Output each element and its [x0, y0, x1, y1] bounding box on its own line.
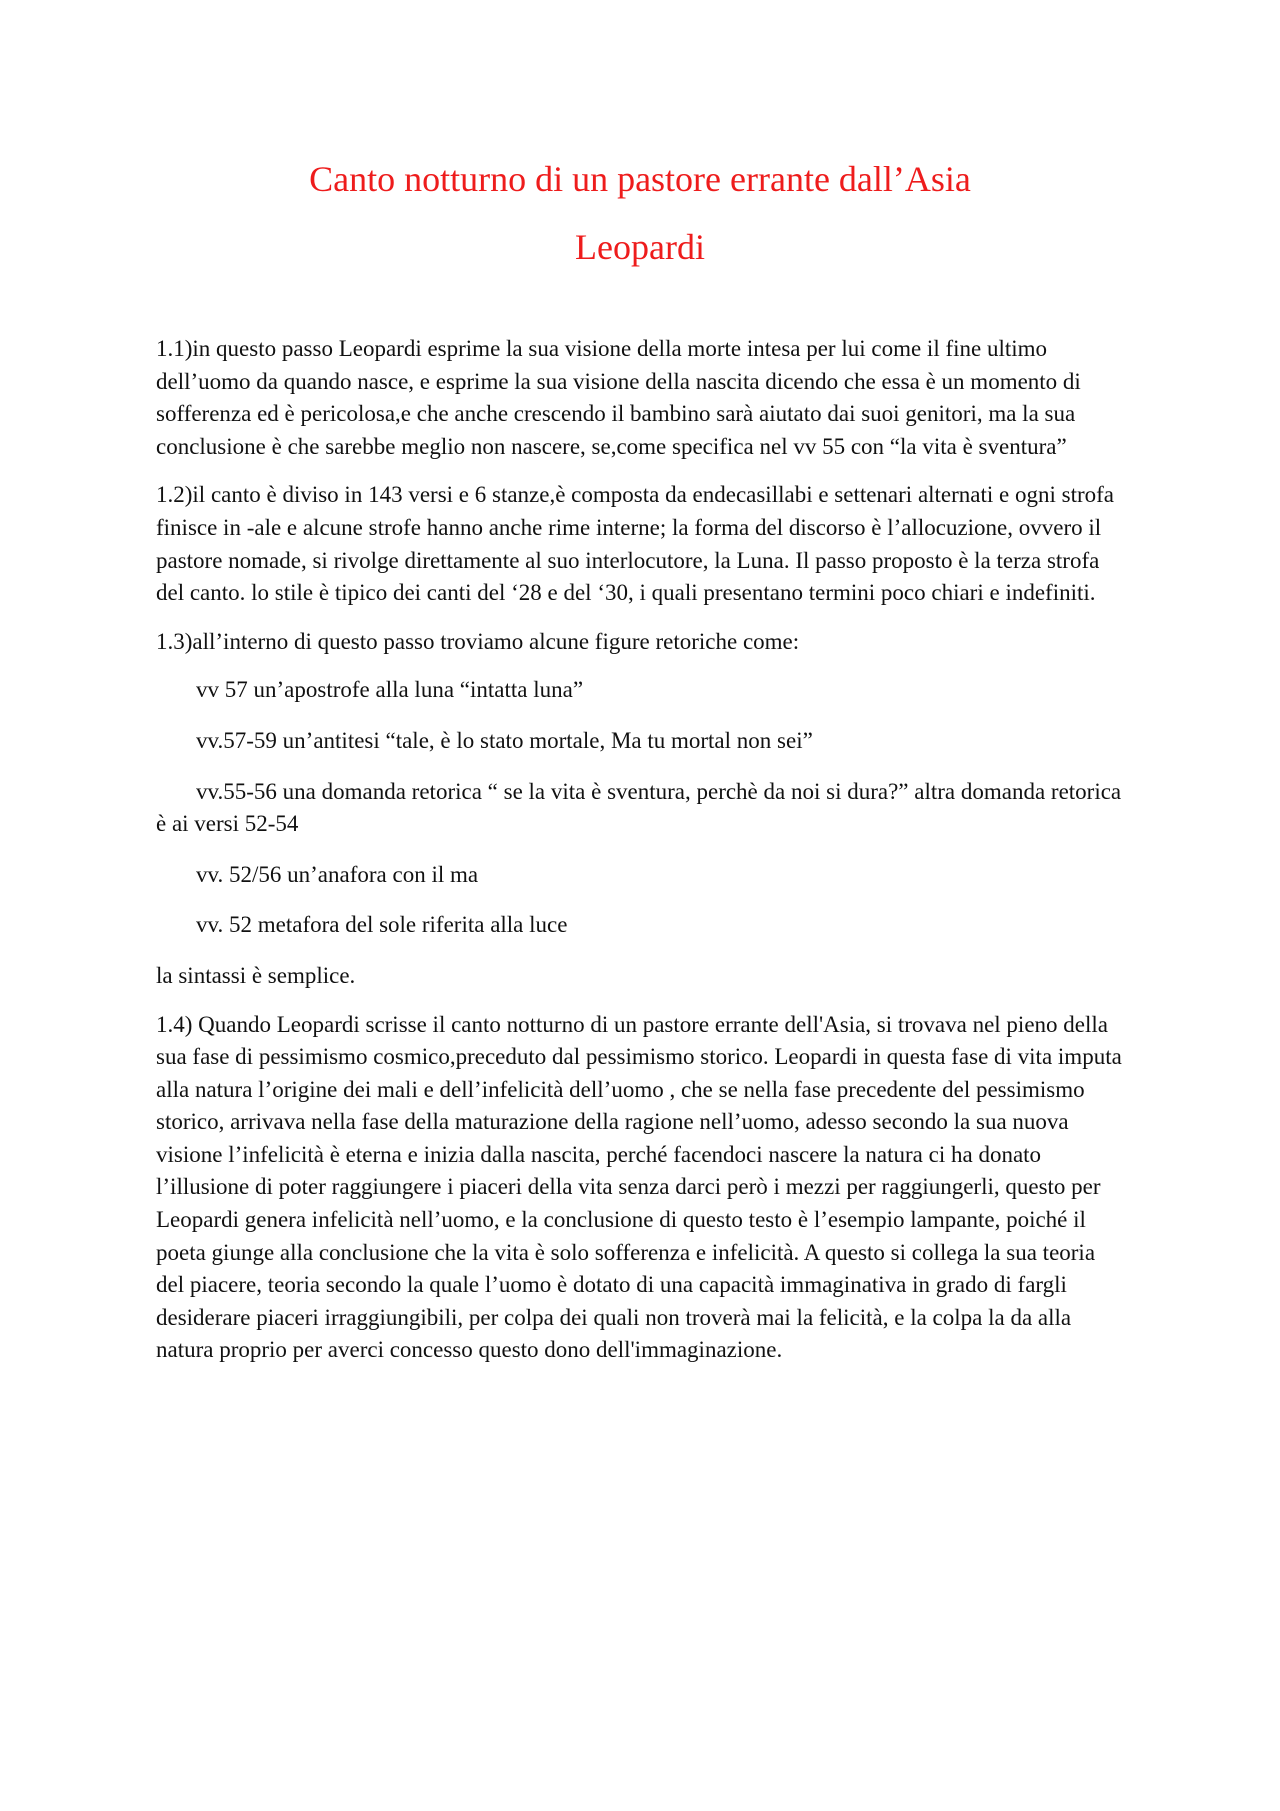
paragraph-1-1: 1.1)in questo passo Leopardi esprime la sua visione della morte intesa per lui come il fine ultimo dell’uomo da quando nasce, e esprime la sua visione della nascita dicendo che essa è un momento di sofferenza ed è pericolosa,e che anche crescendo il bambino sarà aiutato dai suoi genitori, ma la sua conclusione è che sarebbe meglio non nascere, se,come specifica nel vv 55 con “la vita è sventura”: [156, 336, 1081, 459]
figure-apostrophe: vv 57 un’apostrofe alla luna “intatta luna”: [196, 677, 584, 703]
paragraph-1-2: 1.2)il canto è diviso in 143 versi e 6 stanze,è composta da endecasillabi e settenari alternati e ogni strofa finisce in -ale e alcune strofe hanno anche rime interne; la forma del discorso è l’allocuzione, ovvero il pastore nomade, si rivolge direttamente al suo interlocutore, la Luna. Il passo proposto è la terza strofa del canto. lo stile è tipico dei canti del ‘28 e del ‘30, i quali presentano termini poco chiari e indefiniti.: [156, 482, 1115, 606]
document-title: Canto notturno di un pastore errante dall’Asia: [309, 159, 971, 199]
document-body: [156, 333, 1124, 1383]
document-author: Leopardi: [575, 227, 705, 267]
paragraph-1-3: 1.3)all’interno di questo passo troviamo alcune figure retoriche come:: [156, 628, 800, 654]
paragraph-1-4: 1.4) Quando Leopardi scrisse il canto notturno di un pastore errante dell'Asia, si trovava nel pieno della sua fase di pessimismo cosmico,preceduto dal pessimismo storico. Leopardi in questa fase di vita imputa alla natura l’origine dei mali e dell’infelicità dell’uomo , che se nella fase precedente del pessimismo storico, arrivava nella fase della maturazione della ragione nell’uomo, adesso secondo la sua nuova visione l’infelicità è eterna e inizia dalla nascita, perché facendoci nascere la natura ci ha donato l’illusione di poter raggiungere i piaceri della vita senza darci però i mezzi per raggiungerli, questo per Leopardi genera infelicità nell’uomo, e la conclusione di questo testo è l’esempio lampante, poiché il poeta giunge alla conclusione che la vita è solo sofferenza e infelicità. A questo si collega la sua teoria del piacere, teoria secondo la quale l’uomo è dotato di una capacità immaginativa in grado di fargli desiderare piaceri irraggiungibili, per colpa dei quali non troverà mai la felicità, e la colpa la da alla natura proprio per averci concesso questo dono dell'immaginazione.: [156, 1011, 1122, 1363]
figure-metaphor: vv. 52 metafora del sole riferita alla luce: [196, 912, 568, 938]
syntax-note: la sintassi è semplice.: [156, 962, 356, 988]
figure-antithesis: vv.57-59 un’antitesi “tale, è lo stato mortale, Ma tu mortal non sei”: [196, 727, 813, 753]
figure-anaphora: vv. 52/56 un’anafora con il ma: [196, 861, 479, 887]
figure-rhetorical-question: vv.55-56 una domanda retorica “ se la vita è sventura, perchè da noi si dura?” altra domanda retorica è ai versi 52-54: [156, 778, 1122, 837]
